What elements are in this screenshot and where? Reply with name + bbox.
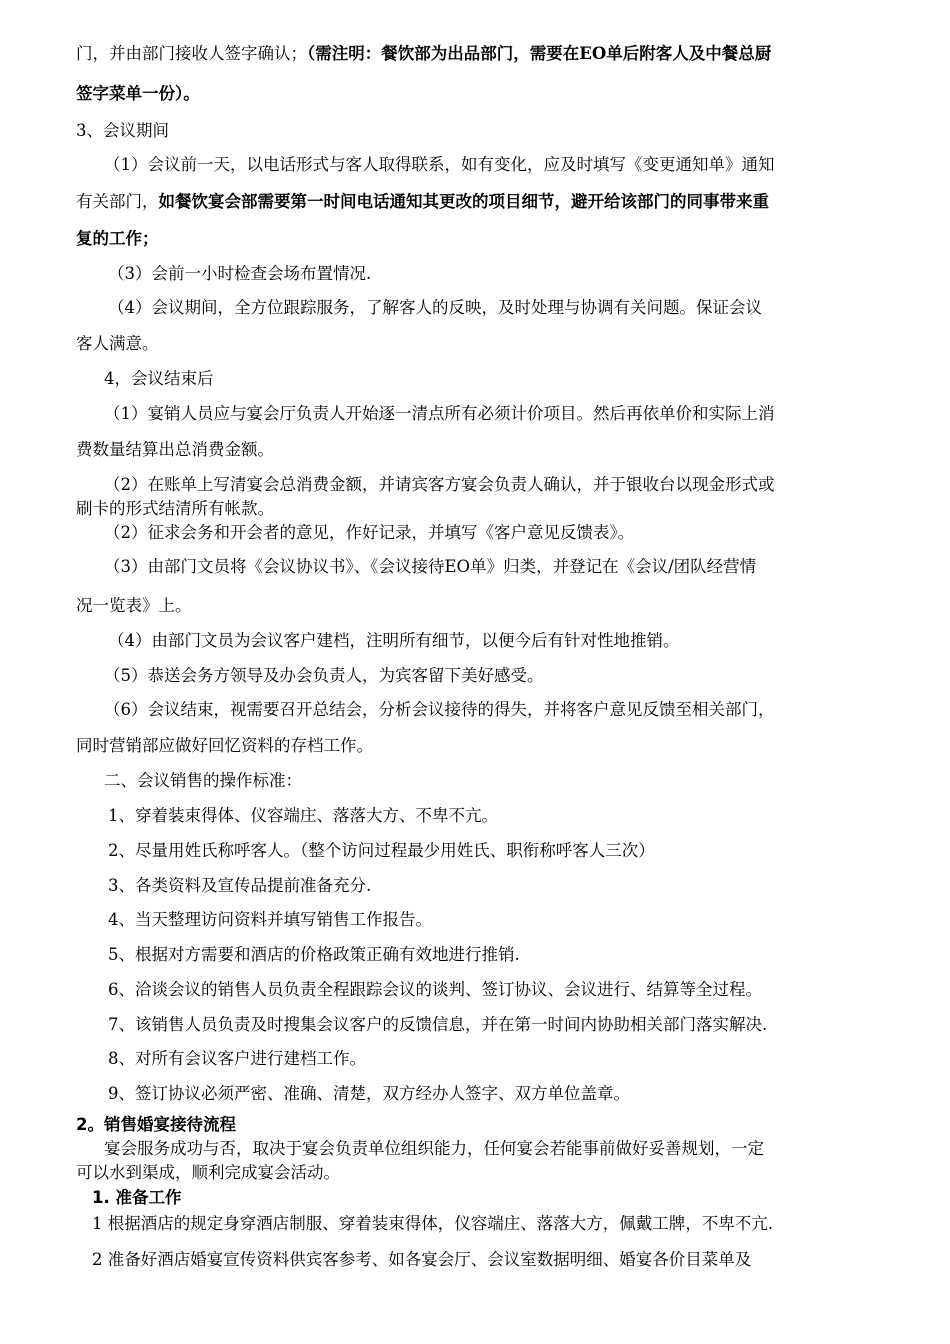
list-item: 7、该销售人员负责及时搜集会议客户的反馈信息，并在第一时间内协助相关部门落实解决.	[108, 1015, 768, 1034]
text-line: 签字菜单一份）。	[76, 84, 200, 103]
text-line: （1）宴销人员应与宴会厅负责人开始逐一清点所有必须计价项目。然后再依单价和实际上消	[104, 404, 775, 423]
text-line: 有关部门，如餐饮宴会部需要第一时间电话通知其更改的项目细节，避开给该部门的同事带来重	[76, 192, 769, 211]
list-item: 1 根据酒店的规定身穿酒店制服、穿着装束得体，仪容端庄、落落大方，佩戴工牌，不卑不亢.	[92, 1214, 773, 1233]
text-line: 宴会服务成功与否，取决于宴会负责单位组织能力，任何宴会若能事前做好妥善规划，一定	[104, 1139, 764, 1158]
text-line: （2）征求会务和开会者的意见，作好记录，并填写《客户意见反馈表》。	[104, 523, 635, 542]
list-item: 1、穿着装束得体、仪容端庄、落落大方、不卑不亢。	[108, 806, 498, 825]
list-item: 6、洽谈会议的销售人员负责全程跟踪会议的谈判、签订协议、会议进行、结算等全过程。	[108, 980, 762, 999]
text-line: 同时营销部应做好回忆资料的存档工作。	[76, 736, 373, 755]
text-line: （6）会议结束，视需要召开总结会，分析会议接待的得失，并将客户意见反馈至相关部门，	[104, 700, 775, 719]
list-item: 2、尽量用姓氏称呼客人。（整个访问过程最少用姓氏、职衔称呼客人三次）	[108, 841, 655, 860]
text-line: 门，并由部门接收人签字确认；（需注明：餐饮部为出品部门，需要在EO单后附客人及中餐总厨	[76, 44, 772, 63]
list-item: 3、各类资料及宣传品提前准备充分.	[108, 876, 372, 895]
section-heading: 二、会议销售的操作标准：	[104, 771, 302, 790]
list-item: 5、根据对方需要和酒店的价格政策正确有效地进行推销.	[108, 945, 520, 964]
text-line: 费数量结算出总消费金额。	[76, 440, 274, 459]
text-line: （4）由部门文员为会议客户建档，注明所有细节，以便今后有针对性地推销。	[108, 631, 680, 650]
section-heading: 4，会议结束后	[104, 369, 214, 388]
list-item: 2 准备好酒店婚宴宣传资料供宾客参考、如各宴会厅、会议室数据明细、婚宴各价目菜单及	[92, 1250, 752, 1269]
text-line: 复的工作；	[76, 229, 159, 248]
text-line: 刷卡的形式结清所有帐款。	[76, 499, 274, 518]
list-item: 9、签订协议必须严密、准确、清楚，双方经办人签字、双方单位盖章。	[108, 1084, 630, 1103]
section-heading: 2。销售婚宴接待流程	[76, 1115, 236, 1134]
list-item: 8、对所有会议客户进行建档工作。	[108, 1049, 366, 1068]
text-line: （1）会议前一天，以电话形式与客人取得联系，如有变化，应及时填写《变更通知单》通知	[104, 155, 775, 174]
text-line: （2）在账单上写清宴会总消费金额，并请宾客方宴会负责人确认，并于银收台以现金形式或	[104, 475, 775, 494]
text-line: （3）会前一小时检查会场布置情况.	[108, 264, 372, 283]
section-heading: 1. 准备工作	[92, 1188, 182, 1207]
text-line: 客人满意。	[76, 334, 159, 353]
text-line: 可以水到渠成，顺利完成宴会活动。	[76, 1163, 340, 1182]
section-heading: 3、会议期间	[76, 121, 169, 140]
text-line: 况一览表》上。	[76, 596, 192, 615]
text-line: （3）由部门文员将《会议协议书》、《会议接待EO单》归类，并登记在《会议/团队经营情	[104, 557, 757, 576]
list-item: 4、当天整理访问资料并填写销售工作报告。	[108, 910, 432, 929]
text-line: （5）恭送会务方领导及办会负责人，为宾客留下美好感受。	[104, 666, 544, 685]
text-line: （4）会议期间，全方位跟踪服务，了解客人的反映，及时处理与协调有关问题。保证会议	[108, 298, 762, 317]
